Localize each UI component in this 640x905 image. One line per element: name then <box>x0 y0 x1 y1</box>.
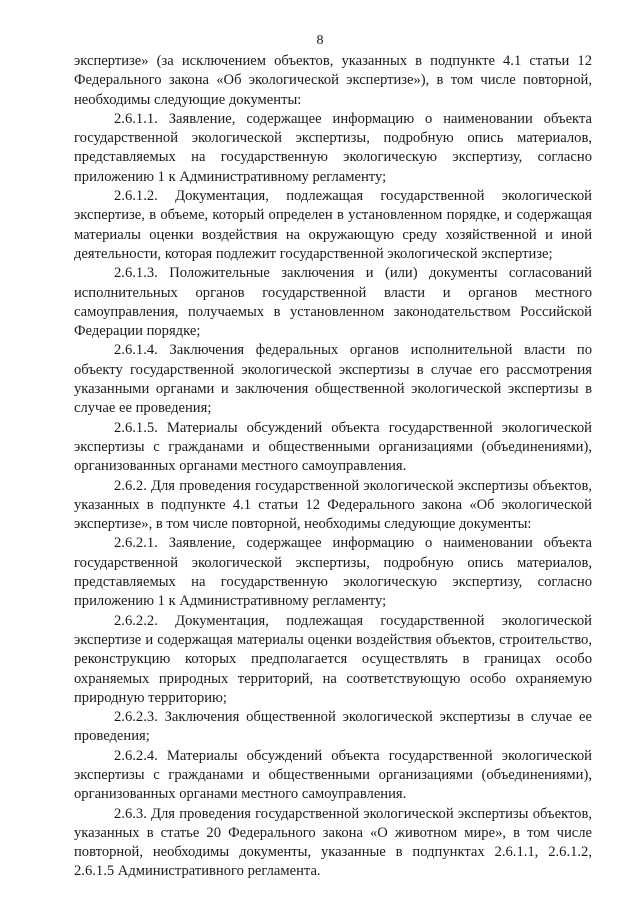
paragraph-2-6-2-3: 2.6.2.3. Заключения общественной экологической экспертизы в случае ее проведения; <box>74 709 592 745</box>
document-body <box>74 52 592 882</box>
paragraph-2-6-3: 2.6.3. Для проведения государственной экологической экспертизы объектов, указанных в статье 20 Федерального закона «О животном мире», в том числе повторной, необходимы документы, указанные в подпунктах 2.6.1.1, 2.6.1.2, 2.6.1.5 Административного регламента. <box>74 805 592 880</box>
paragraph-2-6-1-3: 2.6.1.3. Положительные заключения и (или) документы согласований исполнительных органов государственной власти и органов местного самоуправления, получаемых в установленном законодательством Российской Федерации порядке; <box>74 265 592 340</box>
paragraph-2-6-1-1: 2.6.1.1. Заявление, содержащее информацию о наименовании объекта государственной экологической экспертизы, подробную опись материалов, представляемых на государственную экологическую экспертизу, согласно приложению 1 к Административному регламенту; <box>74 110 592 185</box>
paragraph-2-6-2-4: 2.6.2.4. Материалы обсуждений объекта государственной экологической экспертизы с гражданами и общественными организациями (объединениями), организованных органами местного самоуправления. <box>74 747 592 803</box>
paragraph-2-6-2-1: 2.6.2.1. Заявление, содержащее информацию о наименовании объекта государственной экологической экспертизы, подробную опись материалов, представляемых на государственную экологическую экспертизу, согласно приложению 1 к Административному регламенту; <box>74 535 592 610</box>
paragraph-2-6-1-2: 2.6.1.2. Документация, подлежащая государственной экологической экспертизе, в объеме, который определен в установленном порядке, и содержащая материалы оценки воздействия на окружающую среду хозяйственной и иной деятельности, которая подлежит государственной экологической экспертизе; <box>74 188 592 262</box>
paragraph-continuation: экспертизе» (за исключением объектов, указанных в подпункте 4.1 статьи 12 Федерального закона «Об экологической экспертизе»), в том числе повторной, необходимы следующие документы: <box>74 53 592 108</box>
paragraph-2-6-2-2: 2.6.2.2. Документация, подлежащая государственной экологической экспертизе и содержащая материалы оценки воздействия объектов, строительство, реконструкцию которых предполагается осуществлять в границах особо охраняемых природных территорий, на соответствующую особо охраняемую природную территорию; <box>74 612 592 706</box>
paragraph-2-6-1-4: 2.6.1.4. Заключения федеральных органов исполнительной власти по объекту государственной экологической экспертизы в случае его рассмотрения указанными органами и заключения общественной экологической экспертизы в случае ее проведения; <box>74 342 592 417</box>
paragraph-2-6-1-5: 2.6.1.5. Материалы обсуждений объекта государственной экологической экспертизы с гражданами и общественными организациями (объединениями), организованных органами местного самоуправления. <box>74 419 592 475</box>
paragraph-2-6-2: 2.6.2. Для проведения государственной экологической экспертизы объектов, указанных в подпункте 4.1 статьи 12 Федерального закона «Об экологической экспертизе», в том числе повторной, необходимы следующие документы: <box>74 477 592 533</box>
page-number: 8 <box>316 33 324 48</box>
